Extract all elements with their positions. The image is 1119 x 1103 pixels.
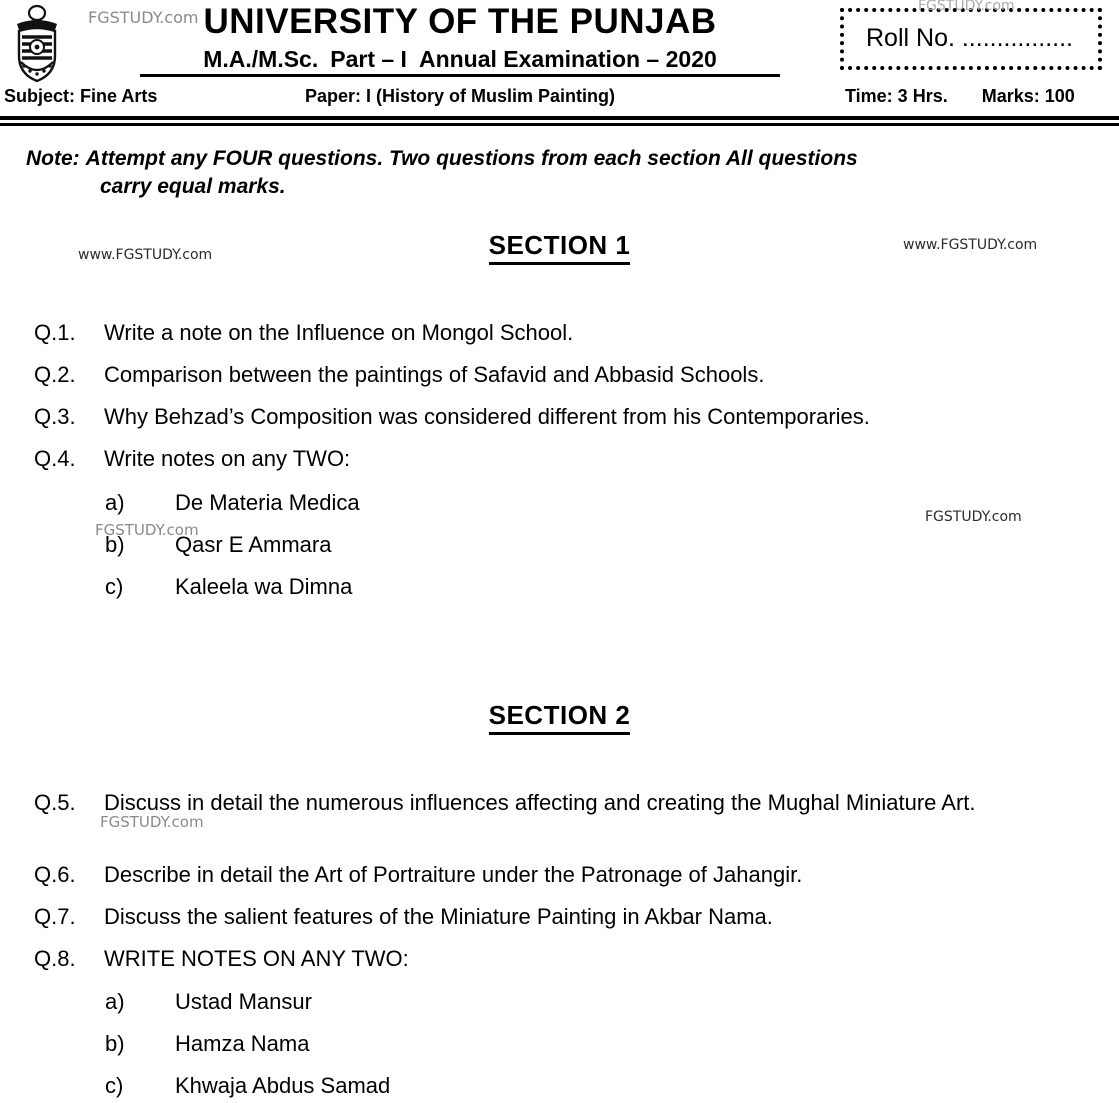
- watermark-section1-right: www.FGSTUDY.com: [903, 237, 1038, 253]
- question-q6: [34, 860, 1094, 890]
- header-divider: [0, 116, 1119, 126]
- subitem-q4-a: [105, 488, 360, 518]
- examination-label: Annual Examination – 2020: [418, 46, 717, 72]
- watermark-q4-left: FGSTUDY.com: [95, 521, 199, 539]
- question-text: Why Behzad’s Composition was considered different from his Contemporaries.: [104, 404, 870, 429]
- university-title: UNIVERSITY OF THE PUNJAB: [203, 2, 717, 41]
- question-q2: [34, 360, 1094, 390]
- note-block: [26, 145, 1086, 201]
- section-1-heading: [0, 230, 1119, 261]
- question-text: Discuss the salient features of the Miniature Painting in Akbar Nama.: [104, 904, 773, 929]
- note-line-1: Attempt any FOUR questions. Two questions from each section All questions: [85, 147, 858, 170]
- subitem-letter: b): [105, 1031, 125, 1056]
- roll-no-label: Roll No. ................: [866, 24, 1073, 52]
- note-label: Note:: [26, 147, 80, 170]
- part-label: Part – I: [330, 46, 407, 72]
- question-text: Describe in detail the Art of Portraiture under the Patronage of Jahangir.: [104, 862, 803, 887]
- question-text: Discuss in detail the numerous influences affecting and creating the Mughal Miniature Art.: [104, 790, 976, 815]
- watermark-header-left: FGSTUDY.com: [88, 8, 199, 27]
- question-q1: [34, 318, 1094, 348]
- degree-label: M.A./M.Sc.: [203, 46, 319, 72]
- question-q4: [34, 444, 1094, 474]
- question-q8: [34, 944, 1094, 974]
- watermark-q5-left: FGSTUDY.com: [100, 813, 204, 831]
- marks-label: Marks: 100: [981, 86, 1075, 106]
- question-q3: [34, 402, 1094, 432]
- subitem-text: Ustad Mansur: [175, 989, 312, 1014]
- question-q7: [34, 902, 1094, 932]
- subitem-text: Qasr E Ammara: [175, 532, 332, 557]
- section-2-heading: [0, 700, 1119, 731]
- divider-line-bottom: [0, 123, 1119, 126]
- section-2-heading-text: SECTION 2: [489, 700, 631, 735]
- subject-label: Subject: Fine Arts: [4, 86, 158, 106]
- question-text: Write notes on any TWO:: [104, 446, 351, 471]
- subitem-letter: c): [105, 1073, 124, 1098]
- section-1-heading-text: SECTION 1: [489, 230, 631, 265]
- exam-header: [0, 0, 1119, 118]
- subitem-q8-c: [105, 1071, 390, 1101]
- subitem-text: Hamza Nama: [175, 1031, 310, 1056]
- subitem-text: Kaleela wa Dimna: [175, 574, 353, 599]
- subitem-q8-a: [105, 987, 312, 1017]
- university-crest-icon: [8, 4, 66, 84]
- time-label: Time: 3 Hrs.: [845, 86, 948, 106]
- question-text: Write a note on the Influence on Mongol School.: [104, 320, 574, 345]
- question-number: Q.7.: [34, 904, 76, 929]
- time-marks-line: [845, 86, 1075, 107]
- question-text: Comparison between the paintings of Safavid and Abbasid Schools.: [104, 362, 765, 387]
- subitem-text: De Materia Medica: [175, 490, 360, 515]
- note-line-2: carry equal marks.: [100, 175, 286, 198]
- question-q5: [34, 788, 1084, 818]
- subitem-q4-b: [105, 530, 331, 560]
- question-number: Q.6.: [34, 862, 76, 887]
- subitem-text: Khwaja Abdus Samad: [175, 1073, 391, 1098]
- subitem-letter: a): [105, 490, 125, 515]
- watermark-q4-right: FGSTUDY.com: [925, 509, 1022, 525]
- subitem-q4-c: [105, 572, 352, 602]
- subitem-letter: c): [105, 574, 124, 599]
- subitem-letter: a): [105, 989, 125, 1014]
- question-number: Q.4.: [34, 446, 76, 471]
- paper-label: Paper: I (History of Muslim Painting): [305, 86, 616, 106]
- question-number: Q.1.: [34, 320, 76, 345]
- question-text: WRITE NOTES ON ANY TWO:: [104, 946, 409, 971]
- watermark-section1-left: www.FGSTUDY.com: [78, 247, 213, 263]
- subitem-letter: b): [105, 532, 125, 557]
- question-number: Q.5.: [34, 790, 76, 815]
- question-number: Q.2.: [34, 362, 76, 387]
- question-number: Q.3.: [34, 404, 76, 429]
- exam-line: [140, 46, 780, 77]
- watermark-top-right: FGSTUDY.com: [918, 0, 1015, 14]
- question-number: Q.8.: [34, 946, 76, 971]
- subitem-q8-b: [105, 1029, 309, 1059]
